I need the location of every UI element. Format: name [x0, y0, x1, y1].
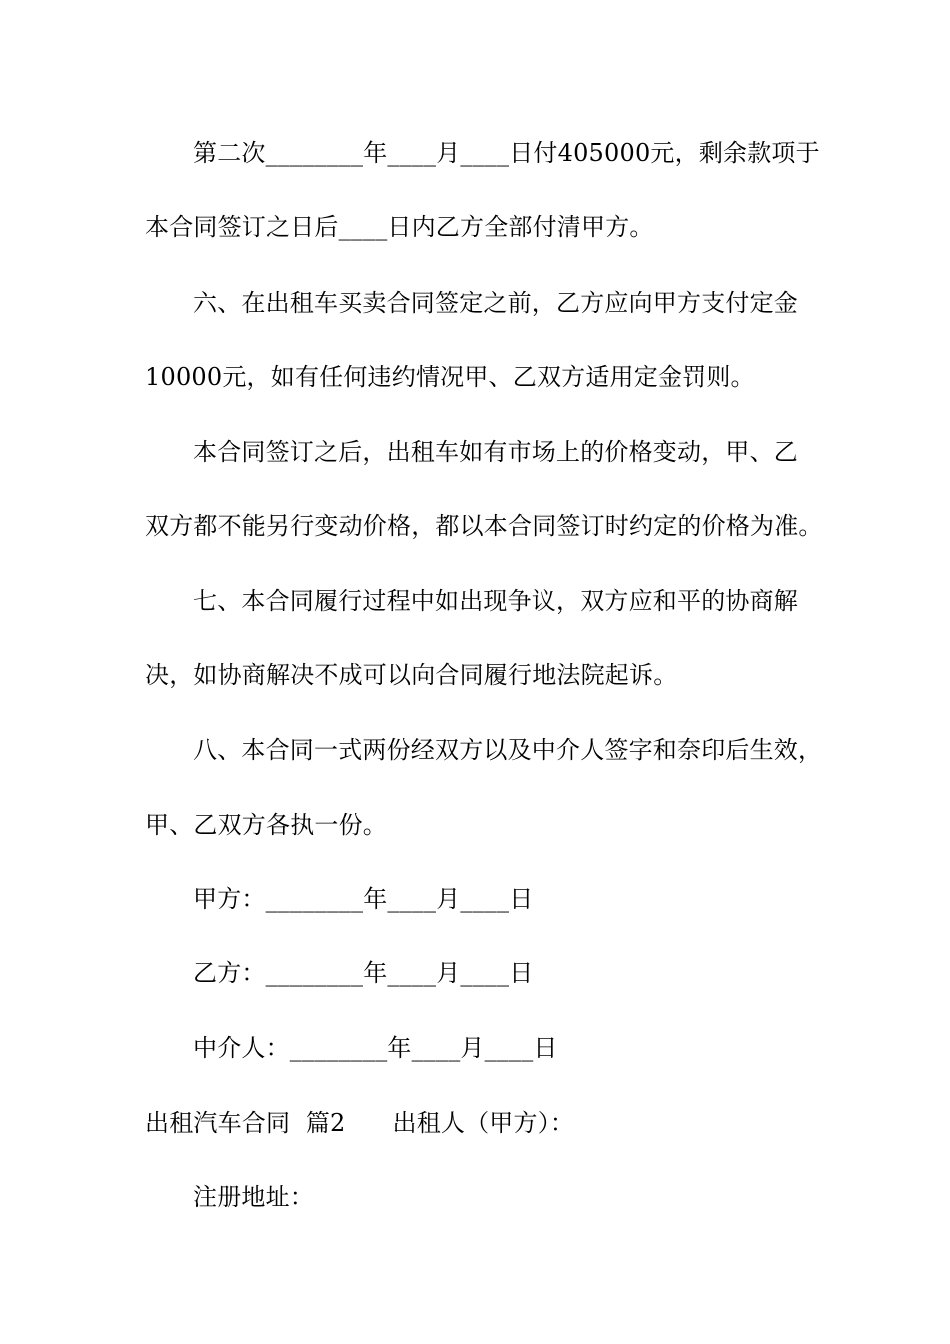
- signature-line-party-a: 甲方：________年____月____日: [193, 885, 534, 913]
- paragraph-line: 决，如协商解决不成可以向合同履行地法院起诉。: [145, 661, 678, 689]
- paragraph-line: 双方都不能另行变动价格，都以本合同签订时约定的价格为准。: [145, 512, 823, 540]
- field-label-registered-address: 注册地址：: [193, 1183, 314, 1211]
- section-heading: 出租汽车合同 篇2 出租人（甲方）：: [145, 1109, 575, 1137]
- signature-line-intermediary: 中介人：________年____月____日: [193, 1034, 558, 1062]
- paragraph-line: 七、本合同履行过程中如出现争议，双方应和平的协商解: [193, 587, 798, 615]
- paragraph-line: 本合同签订之日后____日内乙方全部付清甲方。: [145, 213, 654, 241]
- paragraph-line: 第二次________年____月____日付405000元，剩余款项于: [193, 139, 820, 167]
- paragraph-line: 甲、乙双方各执一份。: [145, 811, 387, 839]
- paragraph-line: 10000元，如有任何违约情况甲、乙双方适用定金罚则。: [145, 363, 755, 391]
- paragraph-line: 八、本合同一式两份经双方以及中介人签字和奈印后生效，: [193, 736, 823, 764]
- signature-line-party-b: 乙方：________年____月____日: [193, 959, 534, 987]
- paragraph-line: 本合同签订之后，出租车如有市场上的价格变动，甲、乙: [193, 438, 798, 466]
- paragraph-line: 六、在出租车买卖合同签定之前，乙方应向甲方支付定金: [193, 289, 798, 317]
